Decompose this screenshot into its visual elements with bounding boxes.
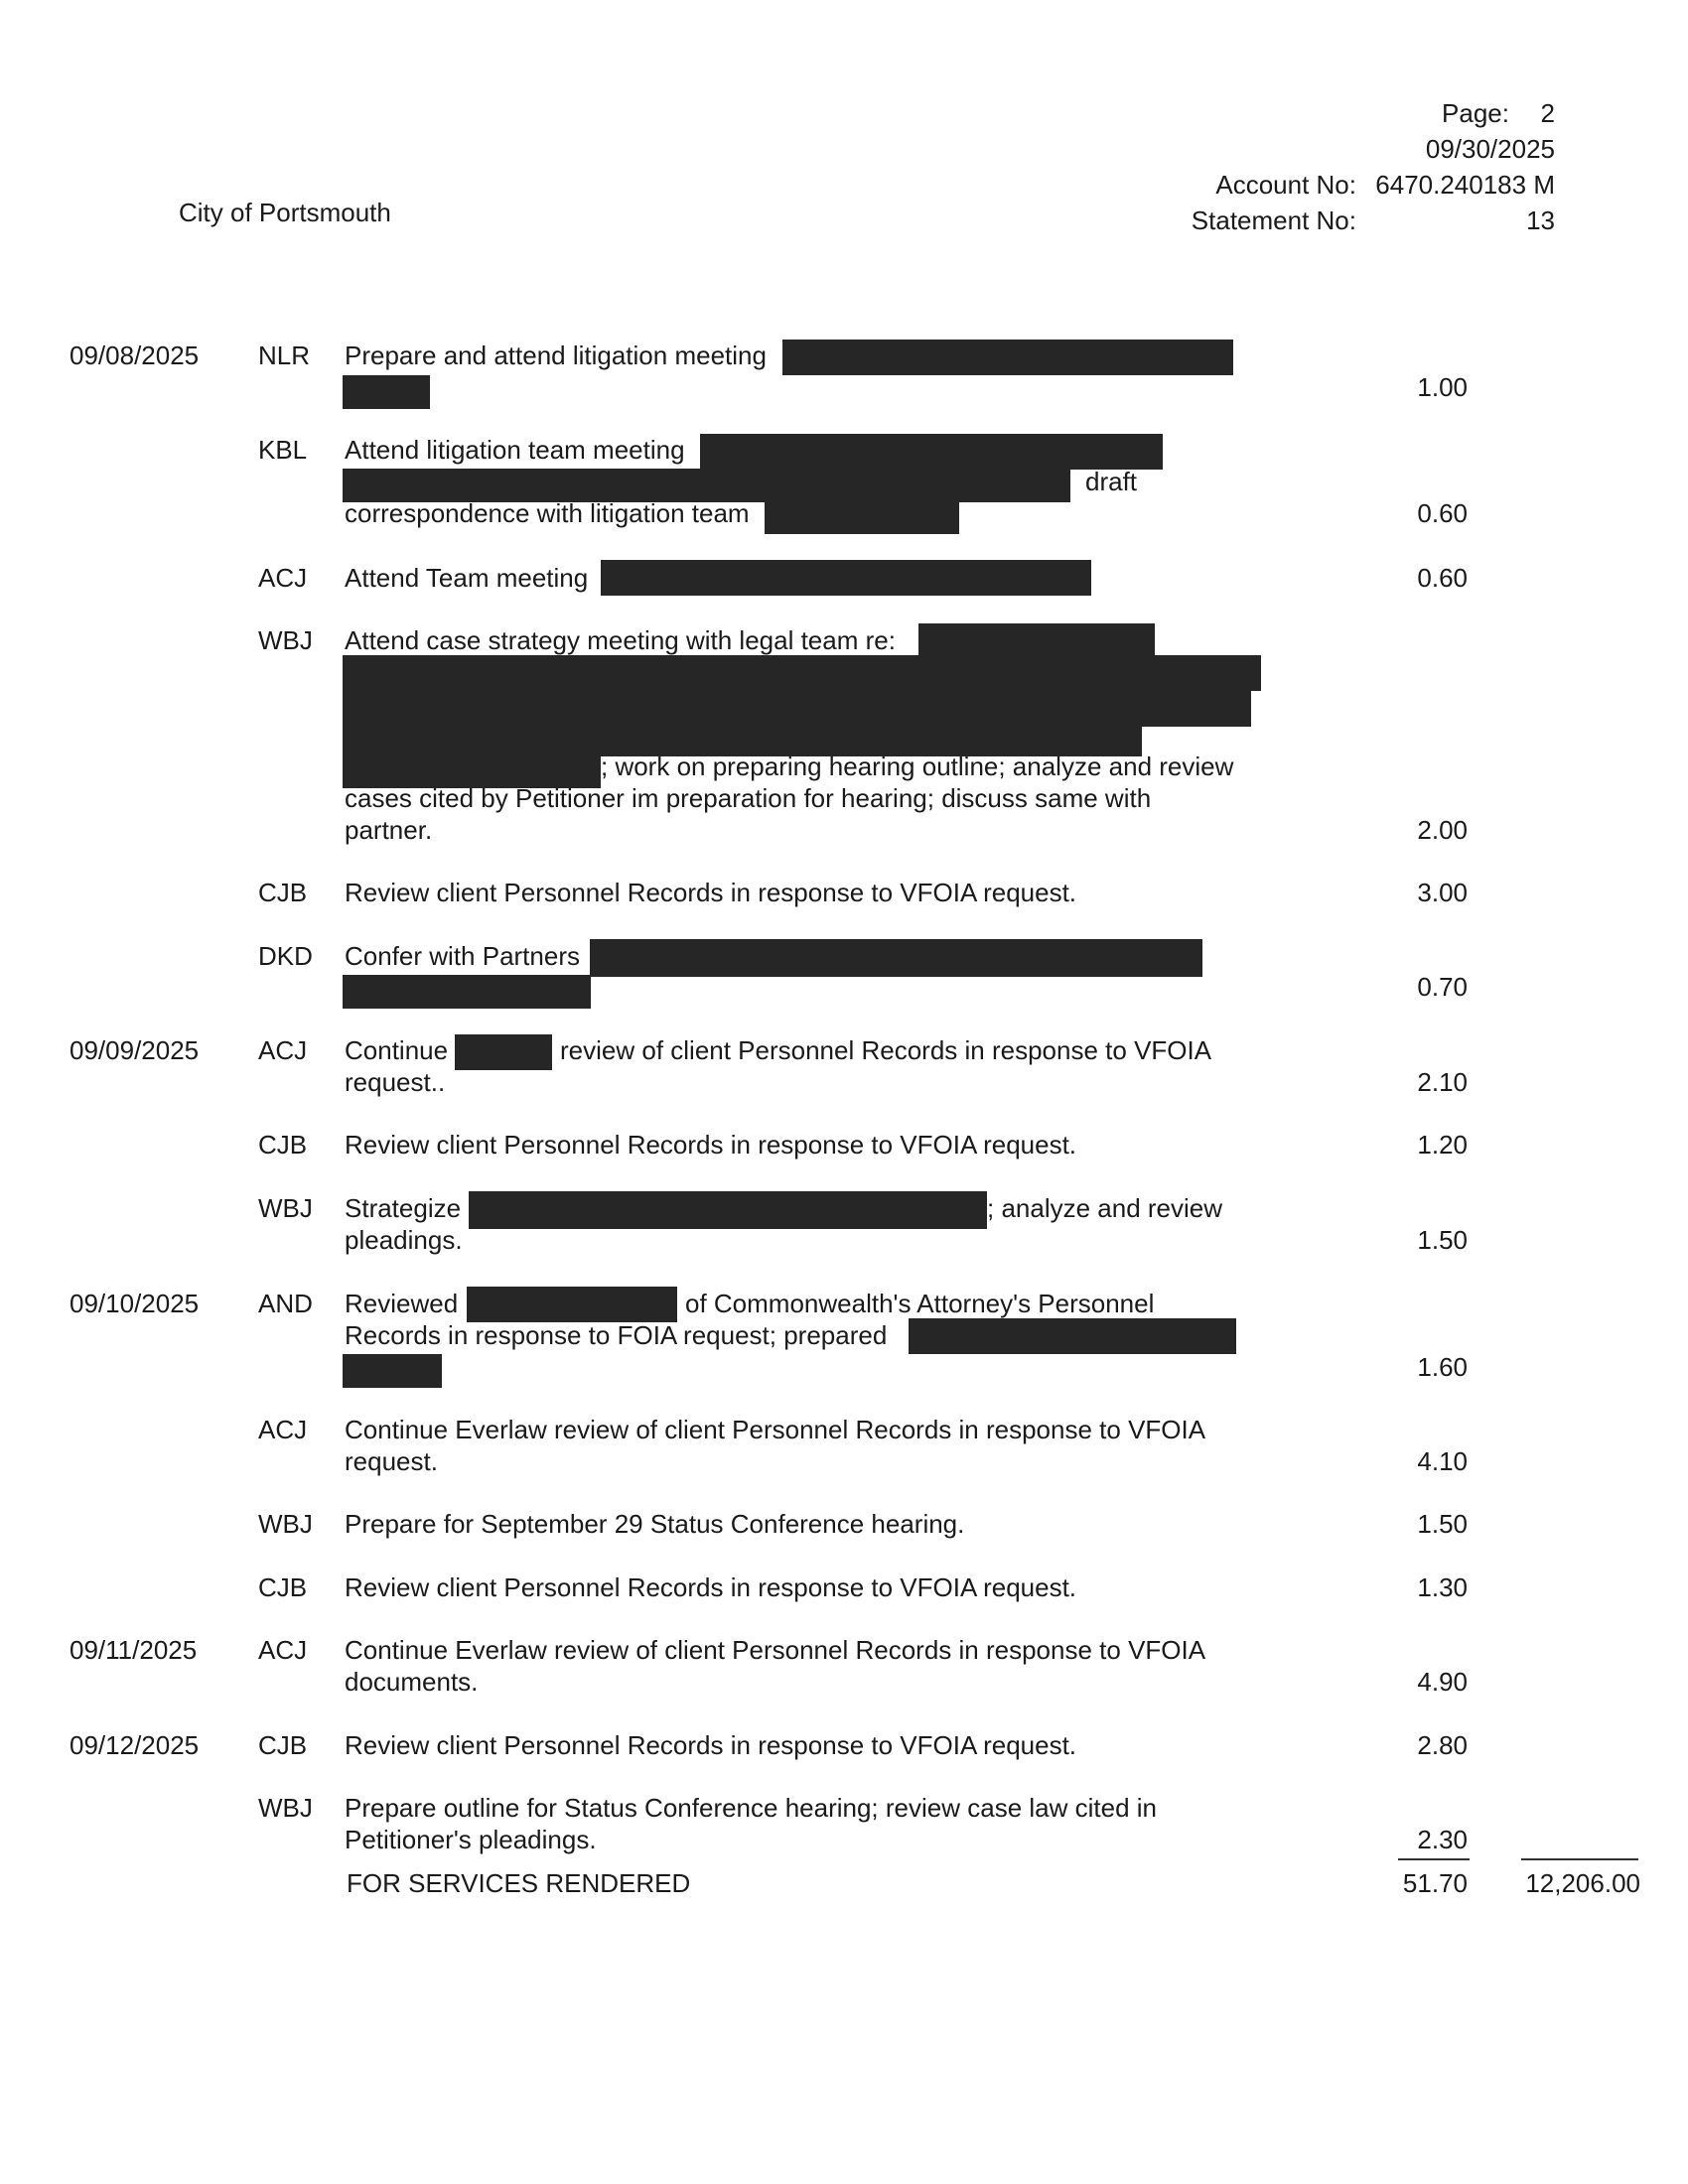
redaction-block: [343, 375, 430, 409]
redaction-block: [909, 1318, 1236, 1354]
entry-description: Strategize: [345, 1193, 462, 1223]
redaction-block: [601, 560, 1091, 596]
entry-description: partner.: [345, 815, 433, 845]
statement-label: Statement No:: [1191, 205, 1356, 235]
entry-attorney: DKD: [258, 941, 313, 971]
redaction-block: [918, 623, 1155, 659]
entry-description: documents.: [345, 1667, 479, 1697]
entry-hours: 2.10: [1417, 1067, 1468, 1097]
entry-hours: 2.00: [1417, 815, 1468, 845]
page-number: 2: [1540, 98, 1555, 128]
redaction-block: [782, 340, 1233, 375]
entry-hours: 1.60: [1417, 1352, 1468, 1382]
entry-attorney: CJB: [258, 1572, 308, 1602]
account-number: 6470.240183 M: [1375, 170, 1555, 200]
entry-description: Review client Personnel Records in response to VFOIA request.: [345, 1572, 1077, 1602]
entry-date: 09/11/2025: [70, 1635, 198, 1665]
entry-hours: 2.30: [1417, 1825, 1468, 1854]
redaction-block: [343, 691, 1251, 727]
entry-attorney: AND: [258, 1289, 313, 1318]
entry-date: 09/08/2025: [70, 341, 200, 370]
entry-date: 09/12/2025: [70, 1730, 200, 1760]
entry-attorney: ACJ: [258, 1415, 308, 1444]
total-amount: 12,206.00: [1525, 1868, 1640, 1898]
entry-hours: 1.50: [1417, 1225, 1468, 1255]
redaction-block: [343, 655, 1261, 691]
total-hours: 51.70: [1402, 1868, 1468, 1898]
entry-description: Confer with Partners: [345, 941, 580, 971]
hours-total-rule: [1398, 1858, 1470, 1860]
entry-description: Reviewed: [345, 1289, 459, 1318]
entry-hours: 2.80: [1417, 1730, 1468, 1760]
entry-attorney: WBJ: [258, 1509, 313, 1539]
entry-description: Prepare for September 29 Status Conference hearing.: [345, 1509, 965, 1539]
entry-description: Attend Team meeting: [345, 563, 589, 593]
entry-description: of Commonwealth's Attorney's Personnel: [685, 1289, 1155, 1318]
entry-description: request.: [345, 1446, 438, 1476]
redaction-block: [343, 975, 591, 1009]
redaction-block: [590, 939, 1202, 977]
total-label: FOR SERVICES RENDERED: [347, 1868, 691, 1898]
statement-date: 09/30/2025: [1425, 134, 1555, 164]
entry-description: Petitioner's pleadings.: [345, 1825, 597, 1854]
entry-description: request..: [345, 1067, 446, 1097]
entry-attorney: ACJ: [258, 1635, 308, 1665]
page-label: Page:: [1442, 98, 1509, 128]
entry-description: Prepare outline for Status Conference hearing; review case law cited in: [345, 1793, 1157, 1823]
entry-description: Continue Everlaw review of client Personnel Records in response to VFOIA: [345, 1635, 1206, 1665]
entry-attorney: ACJ: [258, 563, 308, 593]
entry-description: draft: [1085, 467, 1138, 496]
entry-hours: 1.50: [1417, 1509, 1468, 1539]
entry-hours: 3.00: [1417, 878, 1468, 907]
entry-description: Records in response to FOIA request; prepared: [345, 1320, 888, 1350]
amount-total-rule: [1521, 1858, 1638, 1860]
entry-attorney: WBJ: [258, 625, 313, 655]
entry-attorney: CJB: [258, 1730, 308, 1760]
entry-attorney: WBJ: [258, 1193, 313, 1223]
entry-description: pleadings.: [345, 1225, 463, 1255]
entry-description: Review client Personnel Records in response to VFOIA request.: [345, 1130, 1077, 1160]
entry-description: ; work on preparing hearing outline; analyze and review: [601, 751, 1234, 781]
entry-description: cases cited by Petitioner im preparation for hearing; discuss same with: [345, 783, 1152, 813]
redaction-block: [467, 1287, 677, 1322]
entry-description: correspondence with litigation team: [345, 498, 750, 528]
entry-hours: 1.00: [1417, 372, 1468, 402]
redaction-block: [469, 1191, 987, 1229]
redaction-block: [343, 1354, 442, 1388]
entry-hours: 1.30: [1417, 1572, 1468, 1602]
entry-attorney: KBL: [258, 435, 308, 465]
entry-description: Prepare and attend litigation meeting: [345, 341, 767, 370]
entry-attorney: NLR: [258, 341, 311, 370]
redaction-block: [765, 500, 959, 534]
redaction-block: [700, 434, 1163, 470]
entry-attorney: CJB: [258, 878, 308, 907]
entry-hours: 1.20: [1417, 1130, 1468, 1160]
redaction-block: [455, 1034, 552, 1070]
statement-number: 13: [1526, 205, 1555, 235]
entry-date: 09/09/2025: [70, 1035, 200, 1065]
entry-attorney: WBJ: [258, 1793, 313, 1823]
entry-attorney: CJB: [258, 1130, 308, 1160]
client-name: City of Portsmouth: [179, 198, 391, 227]
entry-date: 09/10/2025: [70, 1289, 200, 1318]
entry-description: Review client Personnel Records in response to VFOIA request.: [345, 878, 1077, 907]
entry-hours: 0.60: [1417, 498, 1468, 528]
entry-description: Review client Personnel Records in response to VFOIA request.: [345, 1730, 1077, 1760]
entry-description: Attend litigation team meeting: [345, 435, 685, 465]
entry-hours: 4.10: [1417, 1446, 1468, 1476]
entry-description: Continue Everlaw review of client Personnel Records in response to VFOIA: [345, 1415, 1206, 1444]
entry-hours: 0.70: [1417, 972, 1468, 1002]
account-label: Account No:: [1215, 170, 1356, 200]
entry-attorney: ACJ: [258, 1035, 308, 1065]
entry-description: Attend case strategy meeting with legal team re:: [345, 625, 896, 655]
entry-hours: 4.90: [1417, 1667, 1468, 1697]
entry-description: review of client Personnel Records in response to VFOIA: [560, 1035, 1212, 1065]
entry-hours: 0.60: [1417, 563, 1468, 593]
entry-description: Continue: [345, 1035, 449, 1065]
entry-description: ; analyze and review: [987, 1193, 1223, 1223]
